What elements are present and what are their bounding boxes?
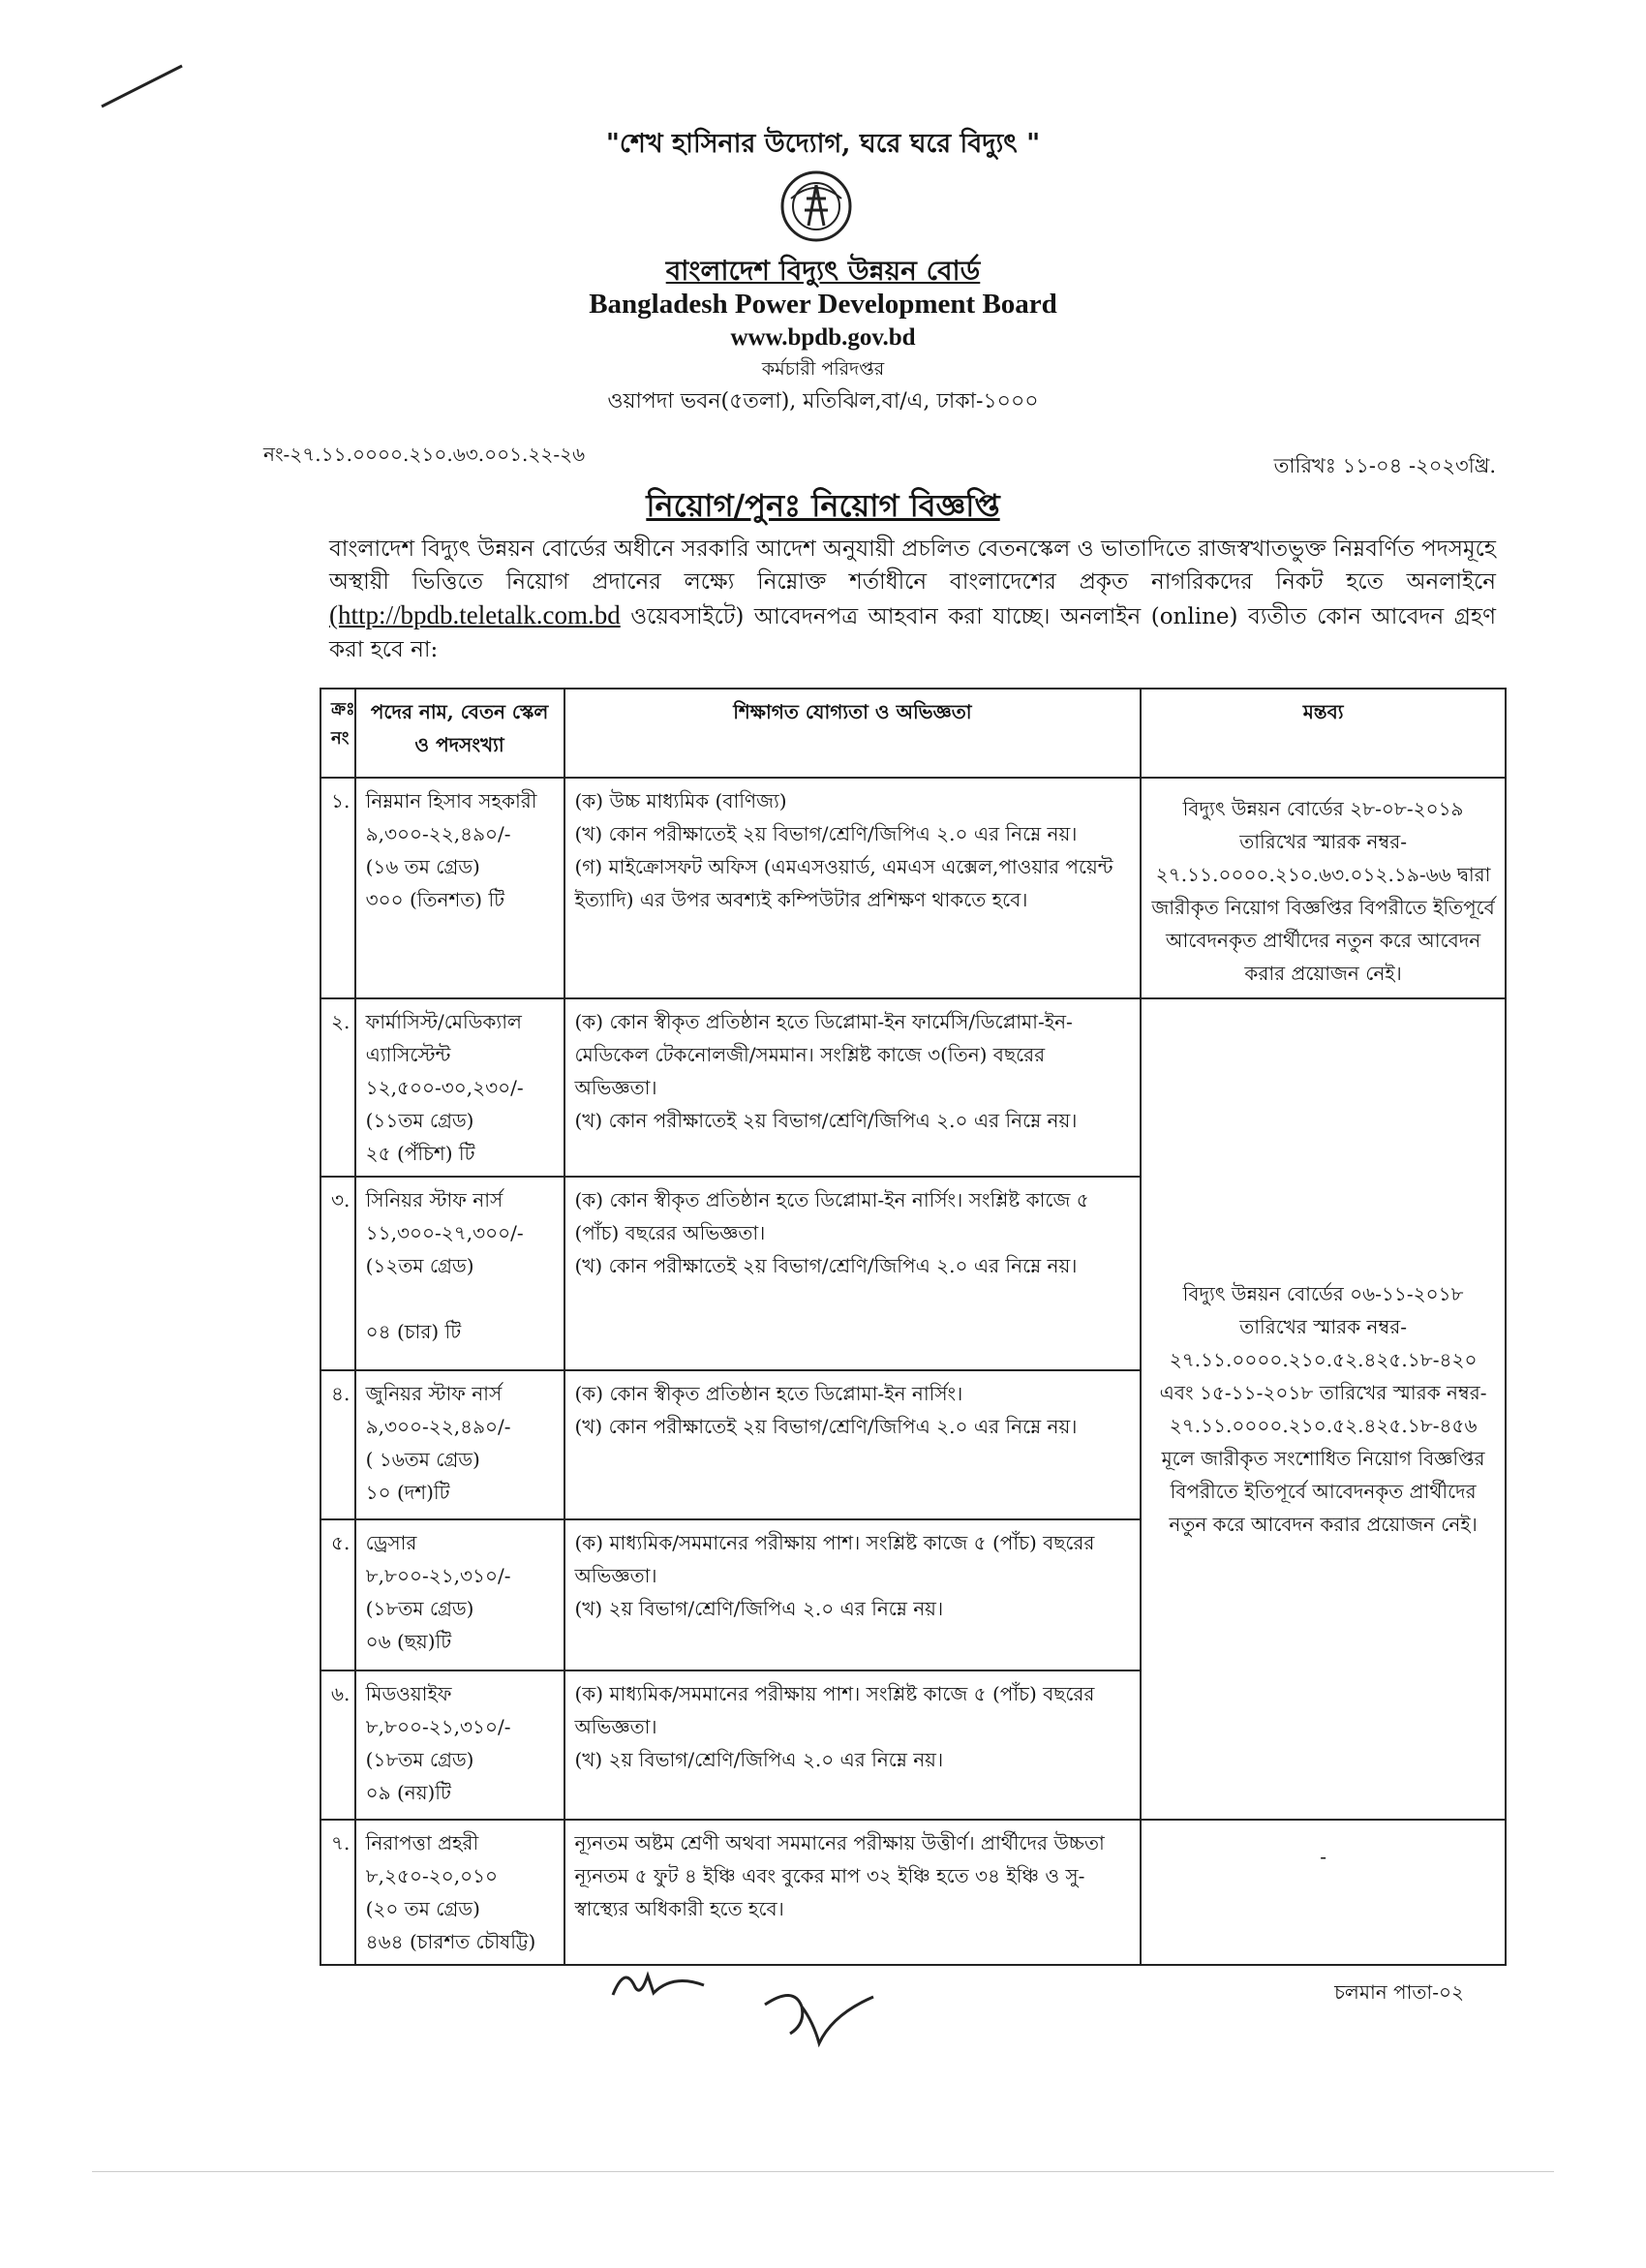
post-name: ফার্মাসিস্ট/মেডিক্যাল এ্যাসিস্টেন্ট: [365, 1010, 522, 1066]
grade: (১৬ তম গ্রেড): [365, 855, 480, 878]
post-count: ০৬ (ছয়)টি: [365, 1630, 452, 1653]
grade: (১২তম গ্রেড): [365, 1254, 474, 1277]
qualification-item: (খ) কোন পরীক্ষাতেই ২য় বিভাগ/শ্রেণি/জিপিএ ২.০ এর নিম্নে নয়।: [574, 1254, 1078, 1277]
post-name: মিডওয়াইফ: [365, 1682, 452, 1705]
qualification-item: (খ) কোন পরীক্ষাতেই ২য় বিভাগ/শ্রেণি/জিপিএ ২.০ এর নিম্নে নয়।: [574, 1415, 1078, 1438]
grade: ( ১৬তম গ্রেড): [365, 1448, 480, 1471]
intro-text-after: ওয়েবসাইটে) আবেদনপত্র আহবান করা যাচ্ছে। অনলাইন (online) ব্যতীত কোন আবেদন গ্রহণ করা হবে না:: [329, 604, 1496, 662]
row-serial: ৩.: [320, 1177, 355, 1370]
pay-scale: ৯,৩০০-২২,৪৯০/-: [365, 822, 511, 845]
header-remarks: মন্তব্য: [1141, 689, 1506, 778]
page-edge-line: [92, 2171, 1554, 2172]
website[interactable]: www.bpdb.gov.bd: [730, 324, 916, 351]
continued-page-note: চলমান পাতা-০২: [1334, 1980, 1464, 2004]
remark-cell: বিদ্যুৎ উন্নয়ন বোর্ডের ০৬-১১-২০১৮ তারিখের স্মারক নম্বর- ২৭.১১.০০০০.২১০.৫২.৪২৫.১৮-৪২০ এবং ১৫-১১-২০১৮ তারিখের স্মারক নম্বর- ২৭.১১.০০০০.২১০.৫২.৪২৫.১৮-৪৫৬ মূলে জারীকৃত সংশোধিত নিয়োগ বিজ্ঞপ্তির বিপরীতে ইতিপূর্বে আবেদনকৃত প্রার্থীদের নতুন করে আবেদন করার প্রয়োজন নেই।: [1141, 998, 1506, 1820]
pay-scale: ৮,৮০০-২১,৩১০/-: [365, 1564, 511, 1587]
post-count: ০৯ (নয়)টি: [365, 1781, 451, 1804]
post-cell: [355, 1519, 564, 1670]
header-qualification: শিক্ষাগত যোগ্যতা ও অভিজ্ঞতা: [564, 689, 1142, 778]
post-cell: [355, 778, 564, 998]
grade: (২০ তম গ্রেড): [365, 1897, 480, 1920]
post-count: ০৪ (চার) টি: [365, 1320, 462, 1343]
post-cell: [355, 1670, 564, 1820]
qualification-item: (ক) মাধ্যমিক/সমমানের পরীক্ষায় পাশ। সংশ্লিষ্ট কাজে ৫ (পাঁচ) বছরের অভিজ্ঞতা।: [574, 1531, 1095, 1587]
qualification-cell: [564, 1670, 1142, 1820]
qualification-cell: [564, 1177, 1142, 1370]
post-count: ৪৬৪ (চারশত চৌষট্টি): [365, 1930, 536, 1953]
post-name: ড্রেসার: [365, 1531, 417, 1554]
qualification-item: (খ) ২য় বিভাগ/শ্রেণি/জিপিএ ২.০ এর নিম্নে নয়।: [574, 1748, 944, 1771]
qualification-item: (গ) মাইক্রোসফট অফিস (এমএসওয়ার্ড, এমএস এক্সেল,পাওয়ার পয়েন্ট ইত্যাদি) এর উপর অবশ্যই কম্পিউটার প্রশিক্ষণ থাকতে হবে।: [574, 855, 1113, 911]
qualification-item: (ক) কোন স্বীকৃত প্রতিষ্ঠান হতে ডিপ্লোমা-ইন নার্সিং।: [574, 1382, 963, 1405]
intro-paragraph: [329, 533, 1496, 666]
pay-scale: ৯,৩০০-২২,৪৯০/-: [365, 1415, 511, 1438]
notice-date: তারিখঃ ১১-০৪ -২০২৩খ্রি.: [1273, 454, 1496, 477]
post-name: নিরাপত্তা প্রহরী: [365, 1831, 479, 1854]
post-name: সিনিয়র স্টাফ নার্স: [365, 1188, 503, 1211]
post-cell: [355, 1370, 564, 1519]
post-name: নিম্নমান হিসাব সহকারী: [365, 789, 537, 812]
grade: (১৮তম গ্রেড): [365, 1597, 474, 1620]
row-serial: ৬.: [320, 1670, 355, 1820]
qualification-cell: [564, 1820, 1142, 1965]
qualification-item: (ক) মাধ্যমিক/সমমানের পরীক্ষায় পাশ। সংশ্লিষ্ট কাজে ৫ (পাঁচ) বছরের অভিজ্ঞতা।: [574, 1682, 1095, 1738]
department: কর্মচারী পরিদপ্তর: [761, 358, 885, 380]
address: ওয়াপদা ভবন(৫তলা), মতিঝিল,বা/এ, ঢাকা-১০০০: [607, 389, 1039, 414]
qualification-cell: [564, 1370, 1142, 1519]
qualification-item: (ক) কোন স্বীকৃত প্রতিষ্ঠান হতে ডিপ্লোমা-ইন নার্সিং। সংশ্লিষ্ট কাজে ৫ (পাঁচ) বছরের অভিজ্ঞতা।: [574, 1188, 1089, 1244]
grade: (১৮তম গ্রেড): [365, 1748, 474, 1771]
post-count: ১০ (দশ)টি: [365, 1481, 450, 1504]
row-serial: ২.: [320, 998, 355, 1177]
application-link[interactable]: (http://bpdb.teletalk.com.bd: [329, 600, 621, 629]
pay-scale: ১১,৩০০-২৭,৩০০/-: [365, 1221, 524, 1244]
qualification-item: (খ) কোন পরীক্ষাতেই ২য় বিভাগ/শ্রেণি/জিপিএ ২.০ এর নিম্নে নয়।: [574, 1109, 1078, 1132]
row-serial: ৫.: [320, 1519, 355, 1670]
qualification-item: (ক) কোন স্বীকৃত প্রতিষ্ঠান হতে ডিপ্লোমা-ইন ফার্মেসি/ডিপ্লোমা-ইন-মেডিকেল টেকনোলজী/সমমান। সংশ্লিষ্ট কাজে ৩(তিন) বছরের অভিজ্ঞতা।: [574, 1010, 1073, 1099]
qualification-cell: [564, 998, 1142, 1177]
post-count: ২৫ (পঁচিশ) টি: [365, 1142, 475, 1165]
header-serial: ক্রঃ নং: [320, 689, 355, 778]
pay-scale: ৮,৮০০-২১,৩১০/-: [365, 1715, 511, 1738]
post-count: ৩০০ (তিনশত) টি: [365, 888, 505, 911]
memo-number: নং-২৭.১১.০০০০.২১০.৬৩.০০১.২২-২৬: [263, 443, 586, 466]
org-name-bn: বাংলাদেশ বিদ্যুৎ উন্নয়ন বোর্ড: [665, 255, 981, 287]
row-serial: ৭.: [320, 1820, 355, 1965]
qualification-cell: [564, 778, 1142, 998]
qualification-item: (ক) উচ্চ মাধ্যমিক (বাণিজ্য): [574, 789, 787, 812]
posts-table: [320, 688, 1507, 1966]
intro-text-before: বাংলাদেশ বিদ্যুৎ উন্নয়ন বোর্ডের অধীনে সরকারি আদেশ অনুযায়ী প্রচলিত বেতনস্কেল ও ভাতাদিতে রাজস্বখাতভুক্ত নিম্নবর্ণিত পদসমূহে অস্থায়ী ভিত্তিতে নিয়োগ প্রদানের লক্ষ্যে নিম্নোক্ত শর্তাধীনে বাংলাদেশের প্রকৃত নাগরিকদের নিকট হতে অনলাইনে: [329, 536, 1496, 595]
qualification-item: (খ) ২য় বিভাগ/শ্রেণি/জিপিএ ২.০ এর নিম্নে নয়।: [574, 1597, 944, 1620]
bpdb-logo: [779, 169, 853, 243]
notice-title: নিয়োগ/পুনঃ নিয়োগ বিজ্ঞপ্তি: [646, 487, 1000, 524]
qualification-item: (খ) কোন পরীক্ষাতেই ২য় বিভাগ/শ্রেণি/জিপিএ ২.০ এর নিম্নে নয়।: [574, 822, 1078, 845]
row-serial: ১.: [320, 778, 355, 998]
pen-mark: [97, 58, 194, 116]
post-cell: [355, 1177, 564, 1370]
header-post: পদের নাম, বেতন স্কেল ও পদসংখ্যা: [355, 689, 564, 778]
table-row: [320, 1820, 1506, 1965]
row-serial: ৪.: [320, 1370, 355, 1519]
remark-cell: -: [1141, 1820, 1506, 1965]
qualification-cell: [564, 1519, 1142, 1670]
table-row: [320, 778, 1506, 998]
post-name: জুনিয়র স্টাফ নার্স: [365, 1382, 503, 1405]
slogan: "শেখ হাসিনার উদ্যোগ, ঘরে ঘরে বিদ্যুৎ ": [605, 129, 1041, 159]
qualification-item: ন্যূনতম অষ্টম শ্রেণী অথবা সমমানের পরীক্ষায় উত্তীর্ণ। প্রার্থীদের উচ্চতা ন্যূনতম ৫ ফুট ৪ ইঞ্চি এবং বুকের মাপ ৩২ ইঞ্চি হতে ৩৪ ইঞ্চি ও সু-স্বাস্থ্যের অধিকারী হতে হবে।: [574, 1831, 1105, 1920]
post-cell: [355, 998, 564, 1177]
grade: (১১তম গ্রেড): [365, 1109, 474, 1132]
org-name-en: Bangladesh Power Development Board: [589, 289, 1057, 320]
pay-scale: ১২,৫০০-৩০,২৩০/-: [365, 1076, 524, 1099]
signature: [605, 1956, 712, 2014]
remark-cell: বিদ্যুৎ উন্নয়ন বোর্ডের ২৮-০৮-২০১৯ তারিখের স্মারক নম্বর- ২৭.১১.০০০০.২১০.৬৩.০১২.১৯-৬৬ দ্বারা জারীকৃত নিয়োগ বিজ্ঞপ্তির বিপরীতে ইতিপূর্বে আবেদনকৃত প্রার্থীদের নতুন করে আবেদন করার প্রয়োজন নেই।: [1141, 778, 1506, 998]
table-row: [320, 998, 1506, 1177]
pay-scale: ৮,২৫০-২০,০১০: [365, 1864, 499, 1887]
signature: [755, 1976, 881, 2053]
table-header-row: [320, 689, 1506, 778]
post-cell: [355, 1820, 564, 1965]
